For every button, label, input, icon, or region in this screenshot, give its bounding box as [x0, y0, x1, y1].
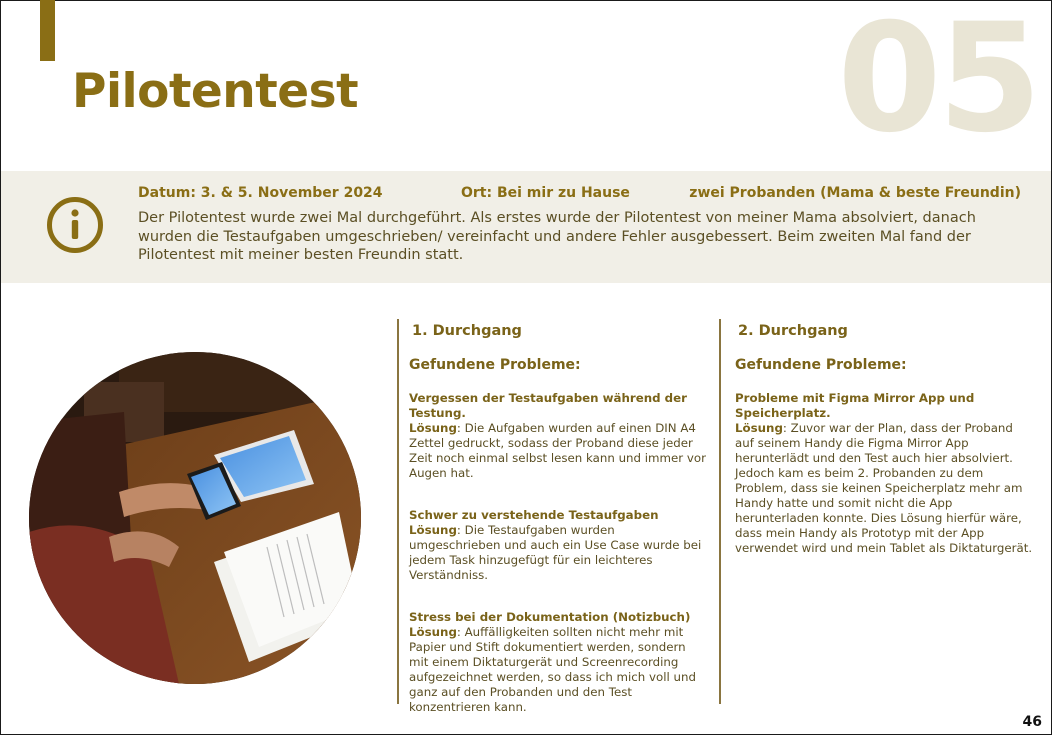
- solution-label: Lösung: [409, 421, 457, 435]
- test-participants: zwei Probanden (Mama & beste Freundin): [689, 185, 1021, 201]
- solution-text: : Die Aufgaben wurden auf einen DIN A4 Zettel gedruckt, sodass der Proband diese jeder Zeit noch einmal selbst lesen kann und immer vor Augen hat.: [409, 421, 706, 480]
- test-date: Datum: 3. & 5. November 2024: [138, 185, 383, 201]
- test-location: Ort: Bei mir zu Hause: [461, 185, 630, 201]
- run-2-problems-heading: Gefundene Probleme:: [735, 357, 907, 373]
- run-1-column: [409, 323, 707, 742]
- problem-title: Probleme mit Figma Mirror App und Speicherplatz.: [735, 391, 975, 420]
- intro-text: Der Pilotentest wurde zwei Mal durchgeführt. Als erstes wurde der Pilotentest von meiner Mama absolviert, danach wurden die Testaufgaben umgeschrieben/ vereinfacht und andere Fehler ausgebessert. Beim zweiten Mal fand der Pilotentest mit meiner besten Freundin statt.: [138, 210, 976, 263]
- problem-title: Vergessen der Testaufgaben während der Testung.: [409, 391, 687, 420]
- info-icon: [46, 196, 104, 254]
- run-1-title: 1. Durchgang: [412, 323, 522, 339]
- problem-title: Schwer zu verstehende Testaufgaben: [409, 508, 659, 522]
- page-number: 46: [1022, 714, 1042, 730]
- solution-label: Lösung: [409, 625, 457, 639]
- problem-title: Stress bei der Dokumentation (Notizbuch): [409, 610, 691, 624]
- column-divider-2: [719, 319, 721, 704]
- solution-text: : Die Testaufgaben wurden umgeschrieben und auch ein Use Case wurde bei jedem Task hinzugefügt für ein leichteres Verständniss.: [409, 523, 702, 582]
- page-title: Pilotentest: [72, 64, 359, 119]
- solution-text: : Zuvor war der Plan, dass der Proband auf seinem Handy die Figma Mirror App herunterlädt und den Test auch hier absolviert. Jedoch kam es beim 2. Probanden zu dem Problem, dass sie keinen Speicherplatz mehr am Handy hatte und somit nicht die App herunterladen konnte. Dies Lösung hierfür wäre, dass mein Handy als Prototyp mit der App verwendet wird und mein Tablet als Diktaturgerät.: [735, 421, 1033, 555]
- problem-item: [409, 391, 707, 481]
- chapter-number: 05: [837, 0, 1038, 166]
- run-2-title: 2. Durchgang: [738, 323, 848, 339]
- solution-label: Lösung: [735, 421, 783, 435]
- problem-item: [409, 508, 707, 583]
- accent-bar: [40, 0, 55, 61]
- test-session-photo: [29, 352, 361, 684]
- column-divider-1: [397, 319, 399, 704]
- problem-item: [735, 391, 1033, 556]
- run-2-column: [735, 323, 1033, 583]
- solution-label: Lösung: [409, 523, 457, 537]
- run-1-problems-heading: Gefundene Probleme:: [409, 357, 581, 373]
- problem-item: [409, 610, 707, 715]
- solution-text: : Auffälligkeiten sollten nicht mehr mit Papier und Stift dokumentiert werden, sondern mit einem Diktaturgerät und Screenrecording aufgezeichnet werden, so dass ich mich voll und ganz auf den Probanden und den Test konzentrieren kann.: [409, 625, 696, 714]
